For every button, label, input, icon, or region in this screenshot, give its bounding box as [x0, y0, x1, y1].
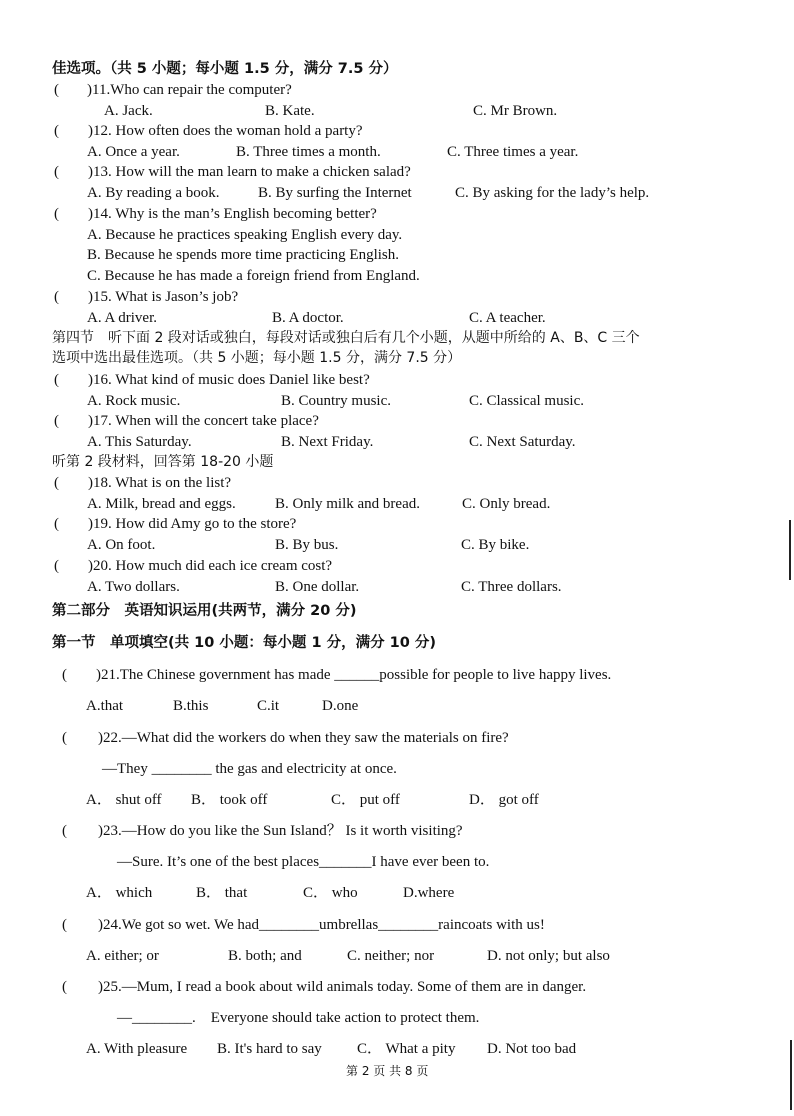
- question-23-stem-reply: —Sure. It’s one of the best places_______I have ever been to.: [117, 854, 490, 870]
- question-12-option-a: A. Once a year.: [87, 144, 180, 160]
- question-17-option-b: B. Next Friday.: [281, 434, 374, 450]
- question-16-option-c: C. Classical music.: [469, 393, 584, 409]
- question-25-stem-reply: —________. Everyone should take action to protect them.: [117, 1010, 480, 1026]
- question-17-stem: )17. When will the concert take place?: [88, 413, 319, 429]
- question-12-option-b: B. Three times a month.: [236, 144, 381, 160]
- answer-paren: (: [54, 516, 59, 532]
- answer-paren: (: [54, 413, 59, 429]
- question-11-option-a: A. Jack.: [104, 103, 153, 119]
- question-16-option-a: A. Rock music.: [87, 393, 181, 409]
- question-18-stem: )18. What is on the list?: [88, 475, 232, 491]
- question-14-option-b: B. Because he spends more time practicing English.: [87, 247, 400, 263]
- question-24-option-c: C. neither; nor: [347, 948, 435, 964]
- question-20-option-a: A. Two dollars.: [87, 579, 180, 595]
- listening-material-2-heading: 听第 2 段材料，回答第 18-20 小题: [52, 454, 274, 470]
- question-22-option-c: C． put off: [331, 792, 400, 808]
- question-13-option-a: A. By reading a book.: [87, 185, 220, 201]
- question-22-option-d: D． got off: [469, 792, 539, 808]
- page-number-footer: 第 2 页 共 8 页: [346, 1064, 429, 1078]
- question-14-stem: )14. Why is the man’s English becoming better?: [88, 206, 377, 222]
- question-20-option-c: C. Three dollars.: [461, 579, 562, 595]
- question-25-option-d: D. Not too bad: [487, 1041, 577, 1057]
- question-25-stem: )25.—Mum, I read a book about wild animals today. Some of them are in danger.: [98, 979, 587, 995]
- question-25-option-b: B. It's hard to say: [217, 1041, 322, 1057]
- question-18-option-c: C. Only bread.: [462, 496, 551, 512]
- question-21-option-b: B.this: [173, 698, 209, 714]
- question-14-option-c: C. Because he has made a foreign friend from England.: [87, 268, 420, 284]
- question-18-option-a: A. Milk, bread and eggs.: [87, 496, 236, 512]
- answer-paren: (: [62, 917, 67, 933]
- question-19-stem: )19. How did Amy go to the store?: [88, 516, 297, 532]
- answer-paren: (: [54, 123, 59, 139]
- question-20-option-b: B. One dollar.: [275, 579, 360, 595]
- question-14-option-a: A. Because he practices speaking English every day.: [87, 227, 403, 243]
- question-15-option-b: B. A doctor.: [272, 310, 344, 326]
- section-4-heading-line1: 第四节 听下面 2 段对话或独白，每段对话或独白后有几个小题，从题中所给的 A、B、C 三个: [52, 330, 640, 346]
- question-25-option-a: A. With pleasure: [86, 1041, 188, 1057]
- answer-paren: (: [54, 164, 59, 180]
- question-17-option-c: C. Next Saturday.: [469, 434, 576, 450]
- question-21-stem: )21.The Chinese government has made ______possible for people to live happy lives.: [96, 667, 612, 683]
- question-13-stem: )13. How will the man learn to make a chicken salad?: [88, 164, 411, 180]
- section-4-heading-line2: 选项中选出最佳选项。（共 5 小题；每小题 1.5 分，满分 7.5 分）: [52, 350, 462, 366]
- section-heading-continuation: 佳选项。（共 5 小题；每小题 1.5 分，满分 7.5 分）: [52, 61, 398, 77]
- part-2-heading: 第二部分 英语知识运用(共两节，满分 20 分): [52, 603, 357, 619]
- section-1-heading: 第一节 单项填空(共 10 小题：每小题 1 分，满分 10 分): [52, 635, 436, 651]
- answer-paren: (: [62, 823, 67, 839]
- question-22-option-a: A． shut off: [86, 792, 162, 808]
- question-23-stem: )23.—How do you like the Sun Island？ Is it worth visiting?: [98, 823, 463, 839]
- question-16-option-b: B. Country music.: [281, 393, 392, 409]
- question-15-option-a: A. A driver.: [87, 310, 157, 326]
- question-23-option-c: C． who: [303, 885, 358, 901]
- question-20-stem: )20. How much did each ice cream cost?: [88, 558, 333, 574]
- question-19-option-b: B. By bus.: [275, 537, 339, 553]
- question-11-option-b: B. Kate.: [265, 103, 315, 119]
- question-22-option-b: B． took off: [191, 792, 268, 808]
- question-23-option-b: B． that: [196, 885, 248, 901]
- question-18-option-b: B. Only milk and bread.: [275, 496, 420, 512]
- question-24-option-a: A. either; or: [86, 948, 159, 964]
- answer-paren: (: [54, 206, 59, 222]
- answer-paren: (: [62, 667, 67, 683]
- question-12-option-c: C. Three times a year.: [447, 144, 579, 160]
- question-21-option-d: D.one: [322, 698, 359, 714]
- question-16-stem: )16. What kind of music does Daniel like best?: [88, 372, 370, 388]
- question-21-option-c: C.it: [257, 698, 280, 714]
- answer-paren: (: [62, 730, 67, 746]
- question-17-option-a: A. This Saturday.: [87, 434, 192, 450]
- answer-paren: (: [54, 558, 59, 574]
- question-24-option-d: D. not only; but also: [487, 948, 610, 964]
- answer-paren: (: [54, 289, 59, 305]
- answer-paren: (: [54, 372, 59, 388]
- answer-paren: (: [62, 979, 67, 995]
- question-21-option-a: A.that: [86, 698, 124, 714]
- question-12-stem: )12. How often does the woman hold a party?: [88, 123, 363, 139]
- scan-edge-mark: [790, 1040, 792, 1110]
- question-22-stem: )22.—What did the workers do when they saw the materials on fire?: [98, 730, 509, 746]
- question-13-option-b: B. By surfing the Internet: [258, 185, 412, 201]
- question-13-option-c: C. By asking for the lady’s help.: [455, 185, 650, 201]
- question-23-option-a: A． which: [86, 885, 153, 901]
- question-19-option-c: C. By bike.: [461, 537, 530, 553]
- answer-paren: (: [54, 82, 59, 98]
- question-11-stem: )11.Who can repair the computer?: [87, 82, 292, 98]
- question-19-option-a: A. On foot.: [87, 537, 156, 553]
- question-24-option-b: B. both; and: [228, 948, 302, 964]
- scan-edge-mark: [789, 520, 791, 580]
- question-22-stem-reply: —They ________ the gas and electricity at once.: [102, 761, 397, 777]
- question-24-stem: )24.We got so wet. We had________umbrellas________raincoats with us!: [98, 917, 545, 933]
- question-11-option-c: C. Mr Brown.: [473, 103, 558, 119]
- answer-paren: (: [54, 475, 59, 491]
- question-23-option-d: D.where: [403, 885, 455, 901]
- question-15-stem: )15. What is Jason’s job?: [88, 289, 239, 305]
- question-15-option-c: C. A teacher.: [469, 310, 546, 326]
- question-25-option-c: C． What a pity: [357, 1041, 456, 1057]
